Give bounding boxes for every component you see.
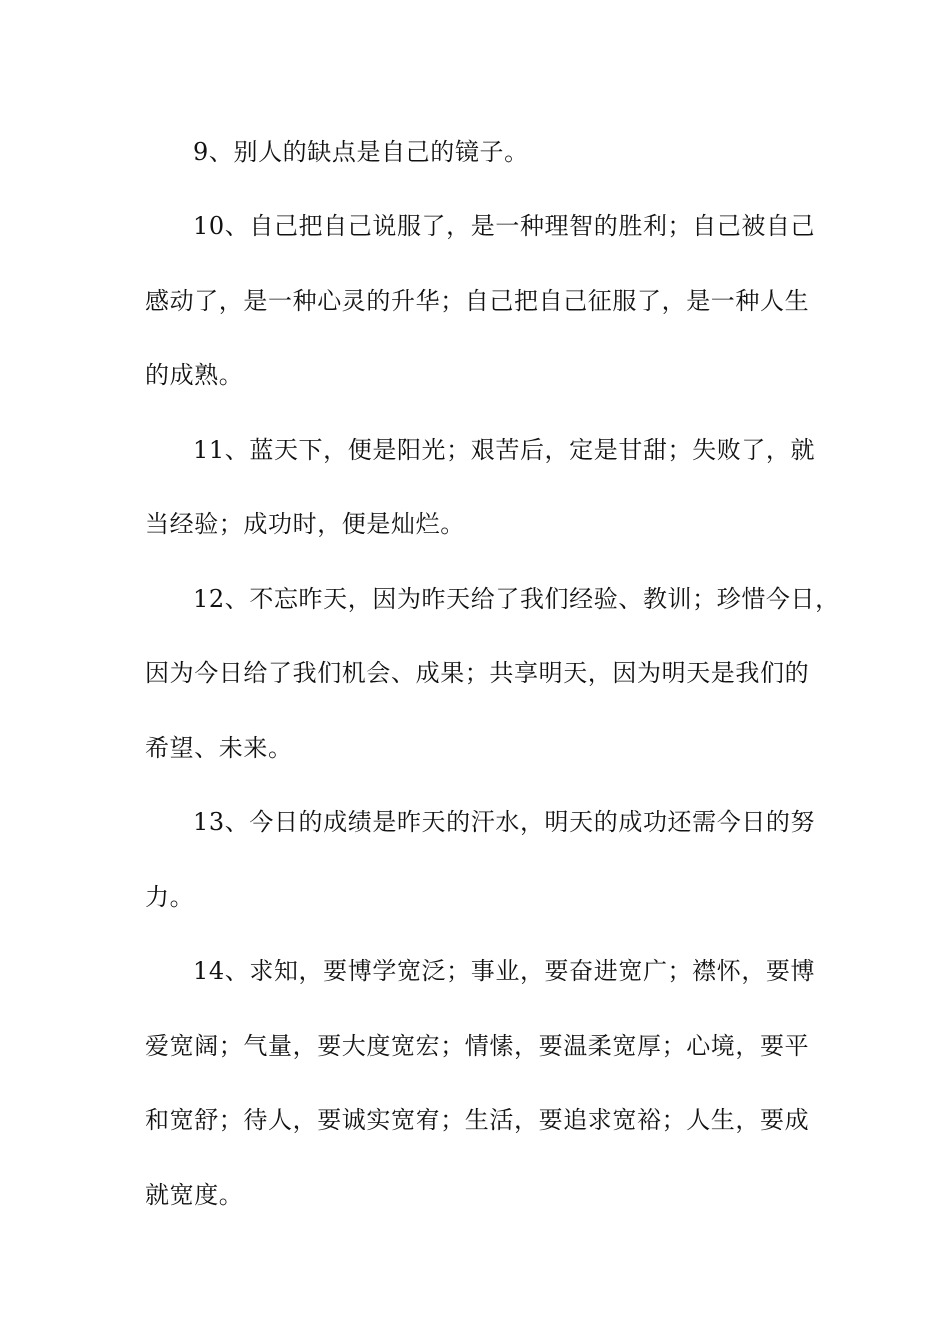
- paragraph-10-line-1: 10、自己把自己说服了，是一种理智的胜利；自己被自己: [193, 212, 816, 240]
- paragraph-14-line-4: 就宽度。: [145, 1181, 244, 1209]
- paragraph-11-line-2: 当经验；成功时，便是灿烂。: [145, 510, 465, 538]
- paragraph-13-line-2: 力。: [145, 883, 195, 911]
- paragraph-12-line-2: 因为今日给了我们机会、成果；共享明天，因为明天是我们的: [145, 659, 810, 687]
- paragraph-14-line-2: 爱宽阔；气量，要大度宽宏；情愫，要温柔宽厚；心境，要平: [145, 1032, 810, 1060]
- paragraph-11-line-1: 11、蓝天下，便是阳光；艰苦后，定是甘甜；失败了，就: [193, 436, 816, 464]
- paragraph-9-line-1: 9、别人的缺点是自己的镜子。: [193, 138, 529, 166]
- paragraph-14-line-1: 14、求知，要博学宽泛；事业，要奋进宽广；襟怀，要博: [193, 957, 816, 985]
- paragraph-13-line-1: 13、今日的成绩是昨天的汗水，明天的成功还需今日的努: [193, 808, 816, 836]
- paragraph-14-line-3: 和宽舒；待人，要诚实宽宥；生活，要追求宽裕；人生，要成: [145, 1106, 810, 1134]
- paragraph-12-line-1: 12、不忘昨天，因为昨天给了我们经验、教训；珍惜今日，: [193, 585, 840, 613]
- paragraph-10-line-3: 的成熟。: [145, 361, 244, 389]
- paragraph-12-line-3: 希望、未来。: [145, 734, 293, 762]
- paragraph-10-line-2: 感动了，是一种心灵的升华；自己把自己征服了，是一种人生: [145, 287, 810, 315]
